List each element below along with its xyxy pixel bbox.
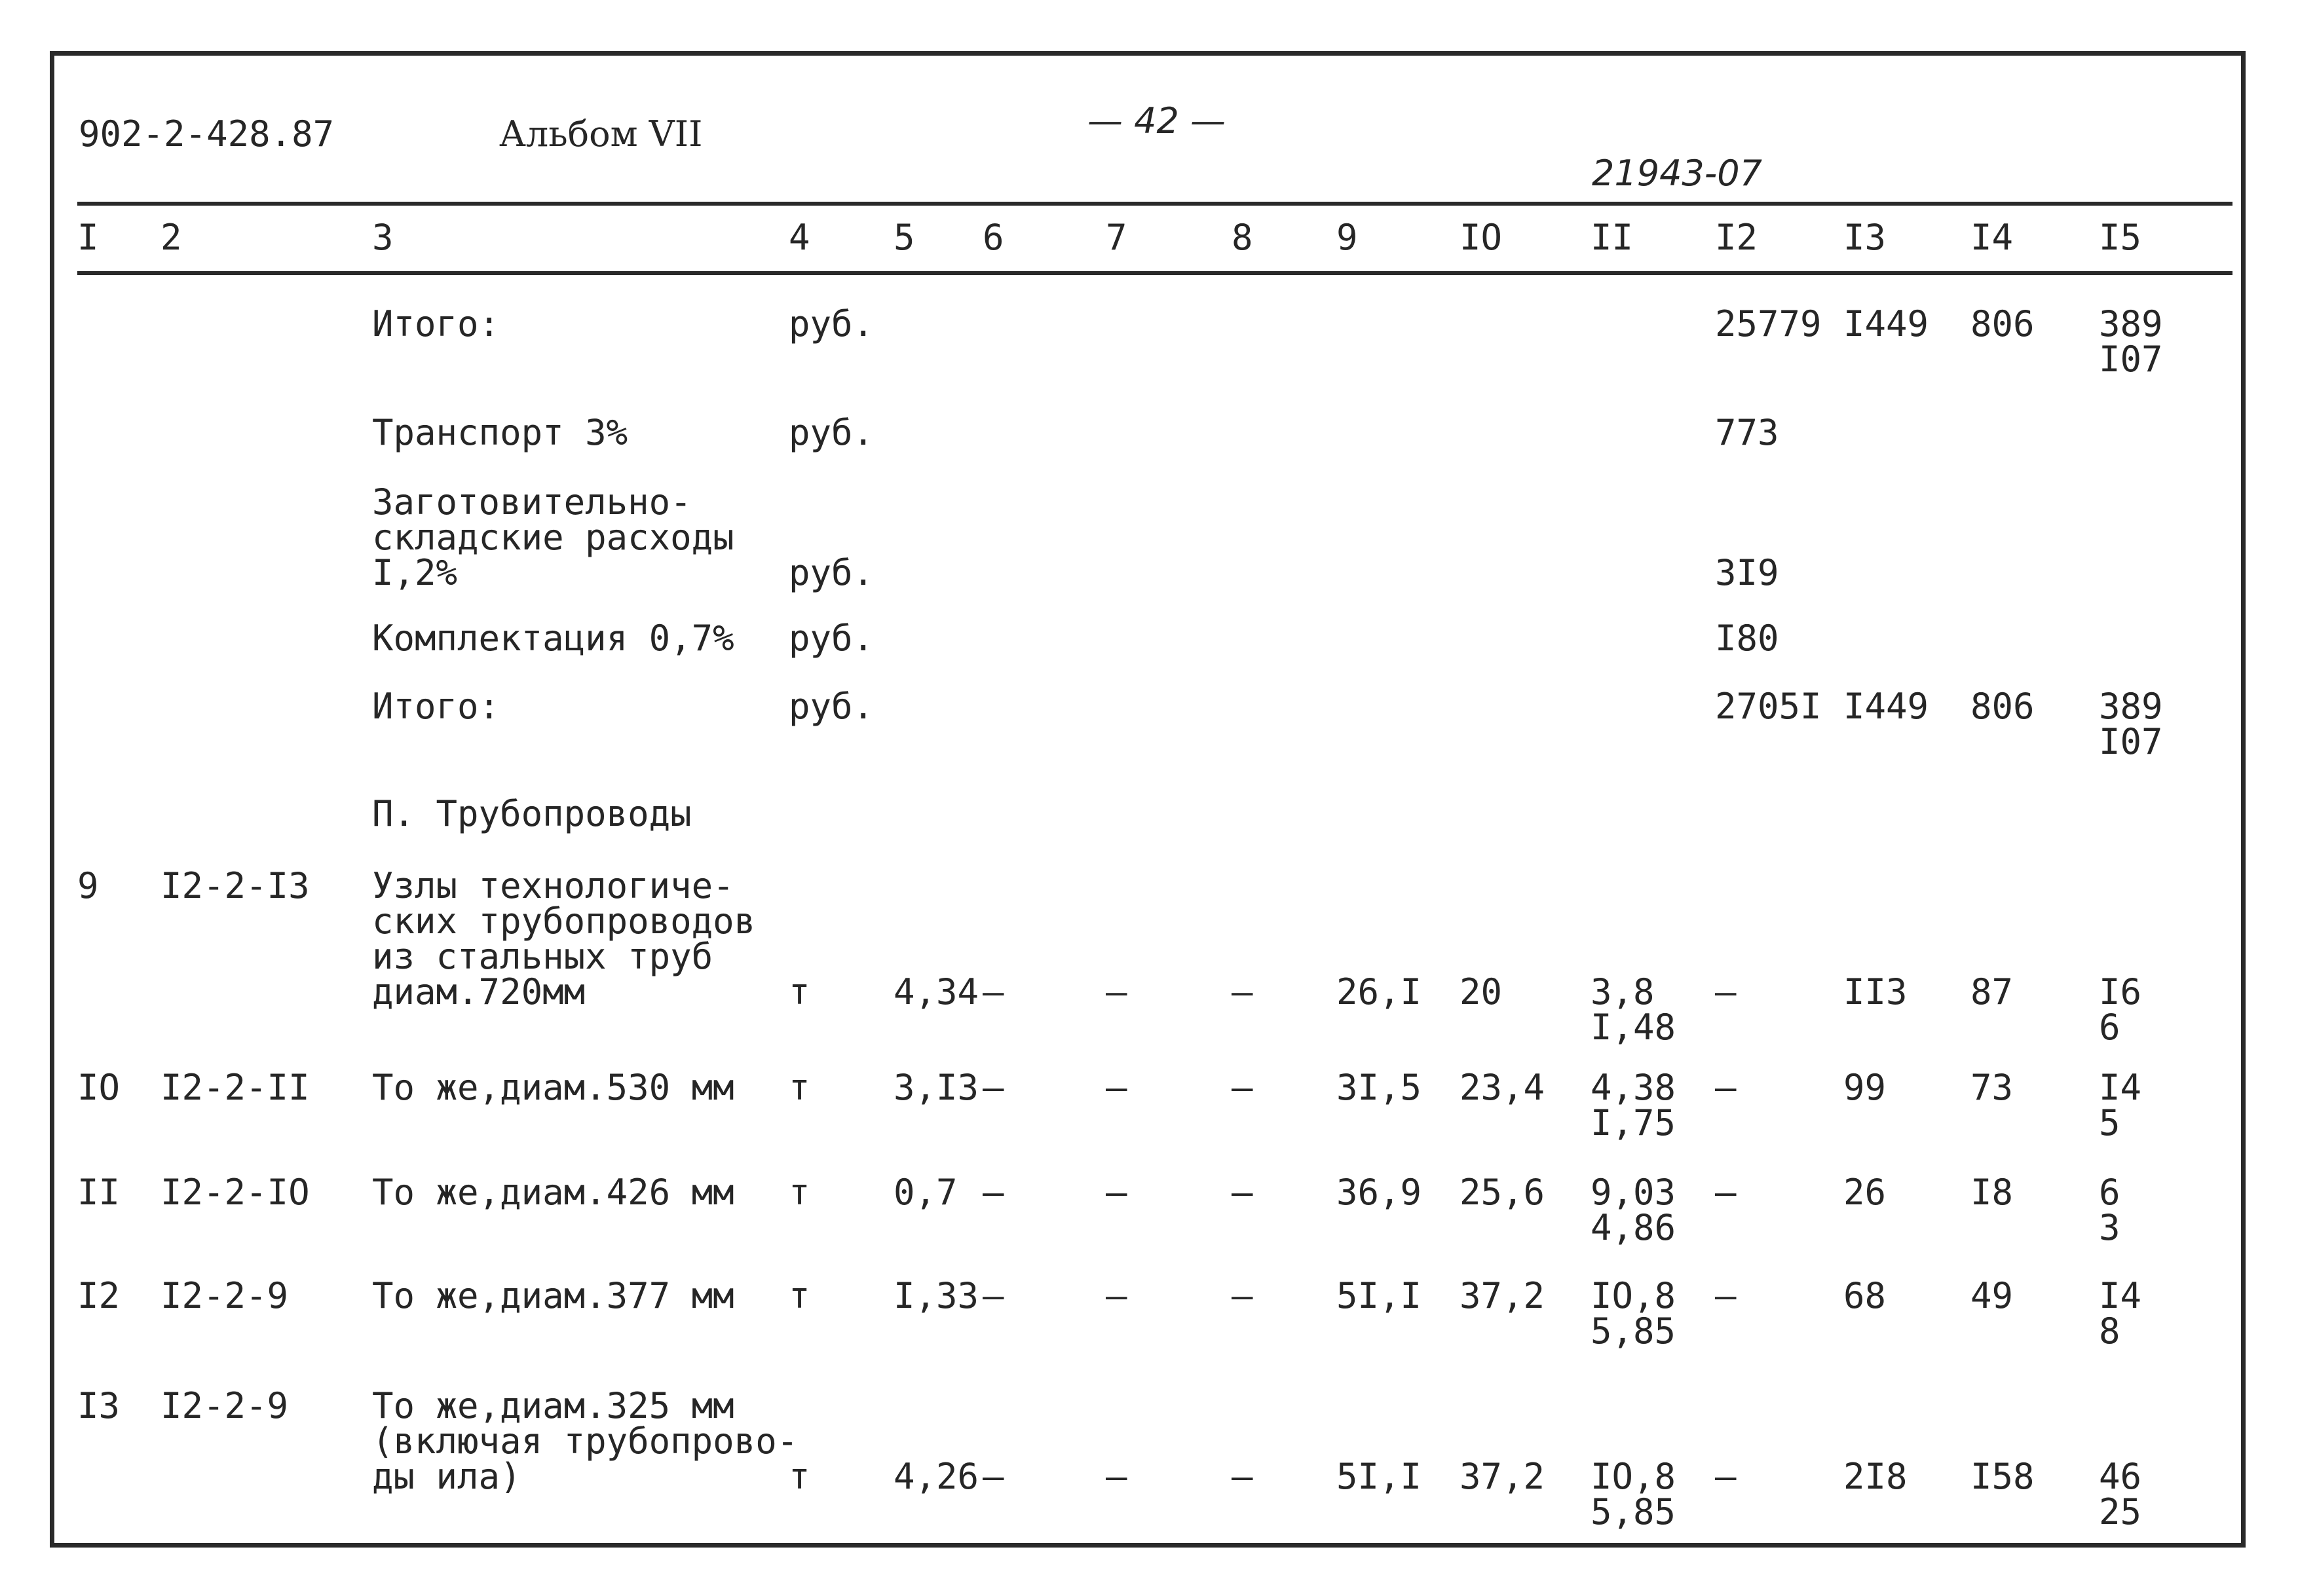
table-cell-r10-c10: 37,2 xyxy=(1460,1275,1545,1316)
table-cell-r8-c3: То же,диам.530 мм xyxy=(372,1067,734,1108)
table-cell-r9-c3: То же,диам.426 мм xyxy=(372,1172,734,1213)
table-cell-r7-c3: Узлы технологиче- ских трубопроводов из стальных труб диам.720мм xyxy=(372,865,756,1012)
column-number-14: I4 xyxy=(1970,217,2014,258)
table-cell-r7-c5: 4,34 xyxy=(894,971,979,1012)
table-cell-r11-c6: – xyxy=(983,1456,1004,1497)
table-cell-r10-c7: – xyxy=(1106,1275,1127,1316)
table-cell-r2-c3: Транспорт 3% xyxy=(372,412,628,453)
table-cell-r10-c8: – xyxy=(1232,1275,1253,1316)
column-number-10: IO xyxy=(1460,217,1503,258)
table-cell-r10-c5: I,33 xyxy=(894,1275,979,1316)
table-cell-r9-c15: 6 3 xyxy=(2099,1172,2120,1248)
table-cell-r7-c13: II3 xyxy=(1843,971,1908,1012)
table-cell-r10-c6: – xyxy=(983,1275,1004,1316)
table-cell-r7-c9: 26,I xyxy=(1336,971,1422,1012)
table-cell-r1-c12: 25779 xyxy=(1715,303,1822,344)
page-number: — 42 — xyxy=(1087,100,1226,141)
table-cell-r5-c14: 806 xyxy=(1970,686,2035,727)
table-cell-r8-c1: IO xyxy=(77,1067,121,1108)
table-cell-r5-c3: Итого: xyxy=(372,686,500,727)
table-cell-r8-c9: 3I,5 xyxy=(1336,1067,1422,1108)
table-cell-r9-c8: – xyxy=(1232,1172,1253,1213)
table-cell-r4-c4: руб. xyxy=(789,618,875,659)
table-cell-r3-c12: 3I9 xyxy=(1715,552,1779,593)
table-cell-r5-c15: 389 I07 xyxy=(2099,686,2163,762)
table-cell-r9-c12: – xyxy=(1715,1172,1737,1213)
table-cell-r11-c12: – xyxy=(1715,1456,1737,1497)
table-cell-r8-c2: I2-2-II xyxy=(160,1067,310,1108)
table-cell-r11-c13: 2I8 xyxy=(1843,1456,1908,1497)
table-cell-r5-c12: 2705I xyxy=(1715,686,1822,727)
header-rule-top xyxy=(77,202,2232,206)
table-cell-r8-c8: – xyxy=(1232,1067,1253,1108)
column-number-2: 2 xyxy=(160,217,182,258)
column-number-11: II xyxy=(1591,217,1634,258)
table-cell-r8-c5: 3,I3 xyxy=(894,1067,979,1108)
table-cell-r9-c1: II xyxy=(77,1172,121,1213)
table-cell-r4-c12: I80 xyxy=(1715,618,1779,659)
table-cell-r10-c14: 49 xyxy=(1970,1275,2014,1316)
table-cell-r10-c3: То же,диам.377 мм xyxy=(372,1275,734,1316)
table-cell-r7-c10: 20 xyxy=(1460,971,1503,1012)
table-cell-r8-c12: – xyxy=(1715,1067,1737,1108)
album-label: Альбом VII xyxy=(499,113,703,155)
table-cell-r11-c1: I3 xyxy=(77,1385,121,1426)
column-number-1: I xyxy=(77,217,99,258)
table-cell-r7-c8: – xyxy=(1232,971,1253,1012)
table-cell-r9-c7: – xyxy=(1106,1172,1127,1213)
table-cell-r1-c15: 389 I07 xyxy=(2099,303,2163,380)
column-number-8: 8 xyxy=(1232,217,1253,258)
table-cell-r7-c14: 87 xyxy=(1970,971,2014,1012)
table-cell-r3-c3: Заготовительно- складские расходы I,2% xyxy=(372,481,734,593)
table-cell-r11-c11: IO,8 5,85 xyxy=(1591,1456,1676,1532)
table-cell-r9-c4: т xyxy=(789,1172,810,1213)
table-cell-r3-c4: руб. xyxy=(789,552,875,593)
table-cell-r1-c13: I449 xyxy=(1843,303,1929,344)
table-cell-r11-c10: 37,2 xyxy=(1460,1456,1545,1497)
table-cell-r11-c3: То же,диам.325 мм (включая трубопрово- ды ила) xyxy=(372,1385,799,1497)
table-cell-r9-c6: – xyxy=(983,1172,1004,1213)
table-cell-r9-c11: 9,03 4,86 xyxy=(1591,1172,1676,1248)
table-cell-r9-c5: 0,7 xyxy=(894,1172,958,1213)
column-number-3: 3 xyxy=(372,217,394,258)
header-rule-bottom xyxy=(77,271,2232,275)
table-cell-r7-c6: – xyxy=(983,971,1004,1012)
table-cell-r1-c14: 806 xyxy=(1970,303,2035,344)
table-cell-r7-c15: I6 6 xyxy=(2099,971,2142,1048)
table-cell-r10-c1: I2 xyxy=(77,1275,121,1316)
table-cell-r7-c12: – xyxy=(1715,971,1737,1012)
table-cell-r11-c5: 4,26 xyxy=(894,1456,979,1497)
table-cell-r8-c10: 23,4 xyxy=(1460,1067,1545,1108)
column-number-7: 7 xyxy=(1106,217,1127,258)
table-cell-r1-c4: руб. xyxy=(789,303,875,344)
column-number-13: I3 xyxy=(1843,217,1887,258)
table-cell-r5-c13: I449 xyxy=(1843,686,1929,727)
table-cell-r7-c1: 9 xyxy=(77,865,99,906)
table-cell-r9-c10: 25,6 xyxy=(1460,1172,1545,1213)
table-cell-r9-c14: I8 xyxy=(1970,1172,2014,1213)
table-cell-r8-c15: I4 5 xyxy=(2099,1067,2142,1143)
table-cell-r2-c12: 773 xyxy=(1715,412,1779,453)
table-cell-r9-c2: I2-2-IO xyxy=(160,1172,310,1213)
table-cell-r9-c13: 26 xyxy=(1843,1172,1887,1213)
table-cell-r10-c11: IO,8 5,85 xyxy=(1591,1275,1676,1352)
table-cell-r10-c2: I2-2-9 xyxy=(160,1275,289,1316)
table-cell-r9-c9: 36,9 xyxy=(1336,1172,1422,1213)
column-number-15: I5 xyxy=(2099,217,2142,258)
table-cell-r4-c3: Комплектация 0,7% xyxy=(372,618,734,659)
table-cell-r8-c13: 99 xyxy=(1843,1067,1887,1108)
inventory-number: 21943-07 xyxy=(1592,153,1762,194)
table-cell-r8-c11: 4,38 I,75 xyxy=(1591,1067,1676,1143)
table-cell-r2-c4: руб. xyxy=(789,412,875,453)
table-cell-r10-c12: – xyxy=(1715,1275,1737,1316)
column-number-12: I2 xyxy=(1715,217,1758,258)
table-cell-r10-c4: т xyxy=(789,1275,810,1316)
table-cell-r11-c14: I58 xyxy=(1970,1456,2035,1497)
table-cell-r10-c15: I4 8 xyxy=(2099,1275,2142,1352)
table-cell-r5-c4: руб. xyxy=(789,686,875,727)
table-cell-r8-c7: – xyxy=(1106,1067,1127,1108)
table-cell-r8-c6: – xyxy=(983,1067,1004,1108)
table-cell-r11-c7: – xyxy=(1106,1456,1127,1497)
table-cell-r11-c4: т xyxy=(789,1456,810,1497)
table-cell-r7-c2: I2-2-I3 xyxy=(160,865,310,906)
table-cell-r8-c14: 73 xyxy=(1970,1067,2014,1108)
table-cell-r1-c3: Итого: xyxy=(372,303,500,344)
table-cell-r11-c9: 5I,I xyxy=(1336,1456,1422,1497)
table-cell-r7-c7: – xyxy=(1106,971,1127,1012)
column-number-9: 9 xyxy=(1336,217,1358,258)
table-cell-r11-c8: – xyxy=(1232,1456,1253,1497)
table-cell-r6-c3: П. Трубопроводы xyxy=(372,793,692,834)
column-number-5: 5 xyxy=(894,217,915,258)
column-number-4: 4 xyxy=(789,217,810,258)
doc-code: 902-2-428.87 xyxy=(79,113,335,155)
table-cell-r10-c13: 68 xyxy=(1843,1275,1887,1316)
table-cell-r7-c4: т xyxy=(789,971,810,1012)
table-cell-r7-c11: 3,8 I,48 xyxy=(1591,971,1676,1048)
column-number-6: 6 xyxy=(983,217,1004,258)
table-cell-r11-c15: 46 25 xyxy=(2099,1456,2142,1532)
table-cell-r8-c4: т xyxy=(789,1067,810,1108)
table-cell-r11-c2: I2-2-9 xyxy=(160,1385,289,1426)
table-cell-r10-c9: 5I,I xyxy=(1336,1275,1422,1316)
